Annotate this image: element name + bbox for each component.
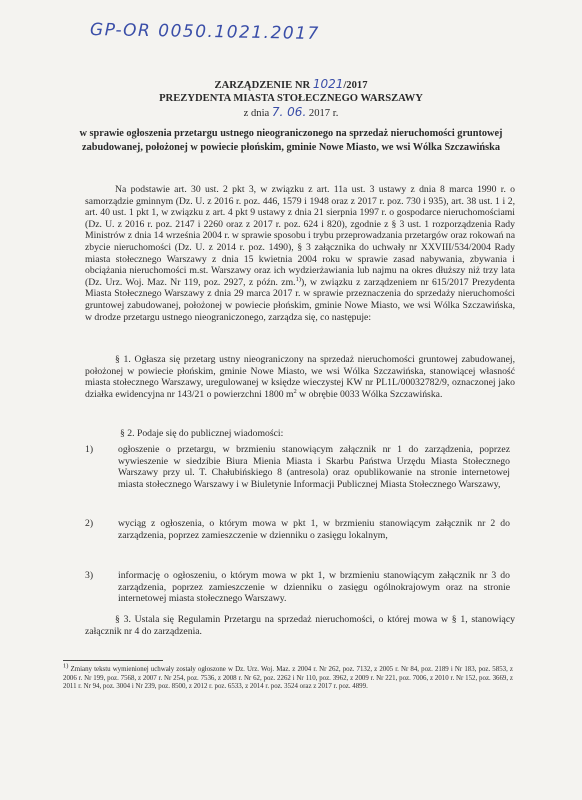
section-2: § 2. Podaje się do publicznej wiadomości:: [120, 428, 284, 439]
section-1: [85, 354, 515, 400]
ordinance-number: [0, 78, 582, 92]
list-item-text: wyciąg z ogłoszenia, o którym mowa w pkt 1, w brzmieniu stanowiącym załącznik nr 2 do zarządzenia, poprzez zamieszczenie w dzienniku o zasięgu lokalnym,: [118, 518, 510, 541]
list-item-number: 3): [85, 570, 94, 581]
section-1-text-end: w obrębie 0033 Wólka Szczawińska.: [296, 388, 443, 400]
ordinance-date: [0, 106, 582, 120]
ordinance-date-suffix: 2017 r.: [306, 108, 339, 119]
section-1-text: § 1. Ogłasza się przetarg ustny nieograniczony na sprzedaż nieruchomości gruntowej zabudowanej, położonej w powiecie płońskim, gminie Nowe Miasto, we wsi Wólka Szczawińska, stanowiącej własność miasta stołecznego Warszawy, uregulowanej w księdze wieczystej KW nr PL1L/00032782/9, oznaczonej jako działka ewidencyjna nr 143/21 o powierzchni 1800 m: [85, 354, 515, 400]
handwritten-date: 7. 06.: [271, 105, 307, 119]
footnote-ref: 1): [295, 275, 301, 283]
section-3: § 3. Ustala się Regulamin Przetargu na sprzedaż nieruchomości, o której mowa w § 1, stanowiący załącznik nr 4 do zarządzenia.: [85, 614, 515, 637]
footnote: [63, 662, 513, 692]
list-item-text: informację o ogłoszeniu, o którym mowa w pkt 1, w brzmieniu stanowiącym załącznik nr 3 do zarządzenia, poprzez zamieszczenie w dzienniku o zasięgu ogólnokrajowym oraz na stronie internetowej miasta stołecznego Warszawy.: [118, 570, 510, 605]
ordinance-number-suffix: /2017: [343, 80, 368, 91]
ordinance-number-prefix: ZARZĄDZENIE NR: [214, 80, 313, 91]
legal-basis-paragraph: [85, 184, 515, 323]
footnote-text: Zmiany tekstu wymienionej uchwały zostały ogłoszone w Dz. Urz. Woj. Maz. z 2004 r. Nr 262, poz. 7132, z 2005 r. Nr 84, poz. 2189 i Nr 183, poz. 5853, z 2006 r. Nr 199, poz. 7568, z 2007 r. Nr 254, poz. 7536, z 2008 r. Nr 62, poz. 2262 i Nr 110, poz. 3962, z 2009 r. Nr 221, poz. 7006, z 2010 r. Nr 152, poz. 3669, z 2011 r. Nr 94, poz. 3004 i Nr 239, poz. 8500, z 2012 r. poz. 6533, z 2014 r. poz. 3524 oraz z 2017 r. poz. 4899.: [63, 666, 513, 691]
handwritten-reference-code: GP-OR 0050.1021.2017: [89, 19, 320, 45]
ordinance-subject: w sprawie ogłoszenia przetargu ustnego nieograniczonego na sprzedaż nieruchomości gruntowej zabudowanej, położonej w powiecie płońskim, gminie Nowe Miasto, we wsi Wólka Szczawińska: [79, 128, 503, 153]
legal-basis-text-end: ), w związku z zarządzeniem nr 615/2017 Prezydenta Miasta Stołecznego Warszawy z dnia 29 marca 2017 r. w sprawie przeznaczenia do sprzedaży nieruchomości gruntowej zabudowanej, położonej w powiecie płońskim, gminie Nowe Miasto, we wsi Wólka Szczawińska, w drodze przetargu ustnego nieograniczonego, zarządza się, co następuje:: [85, 276, 515, 323]
list-item-number: 2): [85, 518, 94, 529]
ordinance-date-prefix: z dnia: [243, 108, 272, 119]
issuer-title: PREZYDENTA MIASTA STOŁECZNEGO WARSZAWY: [159, 93, 423, 104]
legal-basis-text: Na podstawie art. 30 ust. 2 pkt 3, w związku z art. 11a ust. 3 ustawy z dnia 8 marca 1990 r. o samorządzie gminnym (Dz. U. z 2016 r. poz. 446, 1579 i 1948 oraz z 2017 r. poz. 730 i 935), art. 38 ust. 1 i 2, art. 40 ust. 1 pkt 1, w związku z art. 4 pkt 9 ustawy z dnia 21 sierpnia 1997 r. o gospodarce nieruchomościami (Dz. U. z 2016 r. poz. 2147 i 2260 oraz z 2017 r. poz. 624 i 820), zgodnie z § 3 ust. 1 rozporządzenia Rady Ministrów z dnia 14 września 2004 r. w sprawie sposobu i trybu przeprowadzania przetargów oraz rokowań na zbycie nieruchomości (Dz. U. z 2014 r. poz. 1490), § 3 załącznika do uchwały nr XXVIII/534/2004 Rady miasta stołecznego Warszawy z dnia 15 kwietnia 2004 roku w sprawie zasad nabywania, zbywania i obciążania nieruchomości m.st. Warszawy oraz ich wydzierżawiania lub najmu na okres dłuższy niż trzy lata (Dz. Urz. Woj. Maz. Nr 119, poz. 2927, z późn. zm.: [85, 184, 515, 288]
handwritten-ordinance-number: 1021: [312, 77, 344, 91]
footnote-divider: [63, 660, 163, 661]
footnote-marker: 1): [63, 662, 69, 670]
area-unit-exponent: 2: [293, 387, 297, 395]
list-item-number: 1): [85, 444, 94, 455]
list-item-text: ogłoszenie o przetargu, w brzmieniu stanowiącym załącznik nr 1 do zarządzenia, poprzez wywieszenie w siedzibie Biura Mienia Miasta i Skarbu Państwa Urzędu Miasta Stołecznego Warszawy przy ul. T. Chałubińskiego 8 (antresola) oraz opublikowanie na stronie internetowej miasta stołecznego Warszawy i w Biuletynie Informacji Publicznej Miasta Stołecznego Warszawy,: [118, 444, 510, 490]
